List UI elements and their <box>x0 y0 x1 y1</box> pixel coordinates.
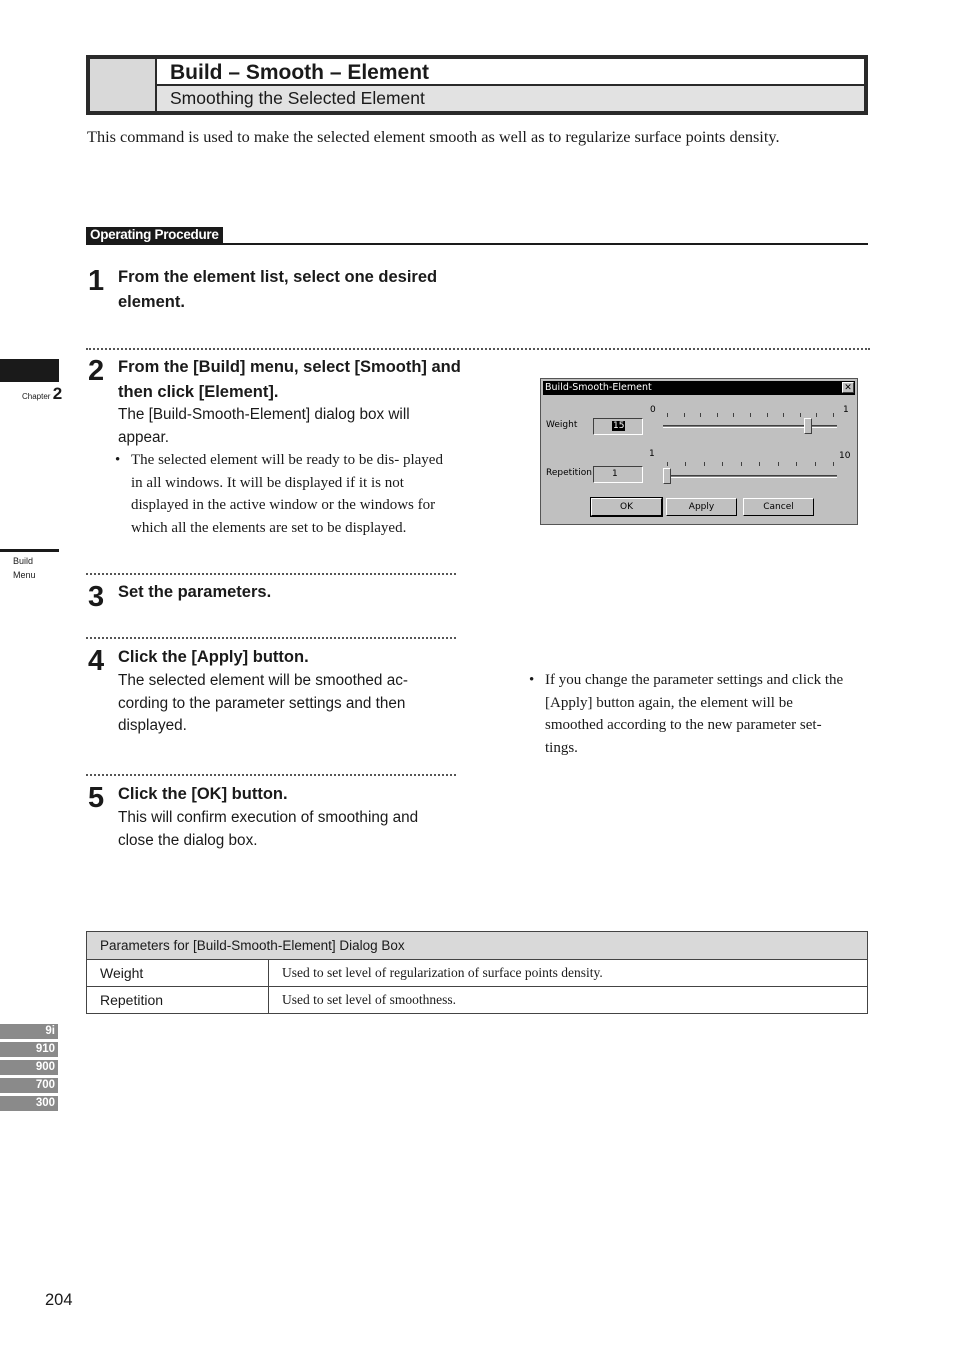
table-row <box>87 987 868 1014</box>
table-header: Parameters for [Build-Smooth-Element] Dialog Box <box>87 932 868 960</box>
table-header-row <box>87 932 868 960</box>
step-2-bullet <box>115 449 453 561</box>
chapter-number: 2 <box>52 384 63 403</box>
weight-max-label: 1 <box>843 405 849 415</box>
repetition-field[interactable]: 1 <box>593 466 643 483</box>
param-description: Used to set level of regularization of surface points density. <box>269 960 868 987</box>
step-5-body: This will confirm execution of smoothing and close the dialog box. <box>118 809 419 849</box>
step-5-number: 5 <box>88 782 105 814</box>
repetition-slider-thumb[interactable] <box>663 468 671 484</box>
header-marker <box>90 59 157 111</box>
step-4-number: 4 <box>88 645 105 677</box>
step-4-side-bullet <box>529 669 847 761</box>
slider-tick <box>815 462 816 466</box>
bullet-dot: • <box>115 452 121 468</box>
slider-tick <box>816 413 817 417</box>
chapter-tab <box>0 359 59 382</box>
cancel-button[interactable]: Cancel <box>743 498 814 516</box>
repetition-slider-track[interactable] <box>663 475 837 478</box>
chapter-word: Chapter <box>22 392 51 401</box>
build-smooth-element-dialog <box>540 378 858 525</box>
divider <box>86 774 456 776</box>
slider-tick <box>741 462 742 466</box>
bullet-text: The selected element will be ready to be dis- played in all windows. It will be displayed if it is not displayed in the active window or the windows for which all the elements are set to be displayed. <box>131 452 443 536</box>
step-2-number: 2 <box>88 355 105 387</box>
divider <box>86 637 456 639</box>
step-4-title: Click the [Apply] button. <box>118 648 309 666</box>
slider-tick <box>667 413 668 417</box>
section-header <box>86 55 868 115</box>
version-tab: 300 <box>0 1096 58 1111</box>
bullet-dot: • <box>529 672 535 688</box>
step-2-body: The [Build-Smooth-Element] dialog box will appear. <box>118 406 410 446</box>
step-5-title: Click the [OK] button. <box>118 785 288 803</box>
step-4-body: The selected element will be smoothed ac- cording to the parameter settings and then displayed. <box>118 672 408 734</box>
section-tab-label <box>13 554 36 582</box>
repetition-min-label: 1 <box>649 449 655 459</box>
step-1-title: From the element list, select one desired element. <box>118 268 438 311</box>
slider-tick <box>667 462 668 466</box>
slider-tick <box>767 413 768 417</box>
page-subtitle: Smoothing the Selected Element <box>157 86 864 111</box>
slider-tick <box>685 462 686 466</box>
version-tab: 900 <box>0 1060 58 1075</box>
operating-procedure-rule <box>86 227 868 245</box>
step-3-number: 3 <box>88 581 105 613</box>
dialog-title: Build-Smooth-Element <box>543 381 855 395</box>
slider-tick <box>833 413 834 417</box>
section-tab-rule <box>0 549 59 552</box>
weight-value: 15 <box>613 421 625 431</box>
section-tab-line1: Build <box>13 556 34 566</box>
chapter-label <box>22 384 62 404</box>
section-tab-line2: Menu <box>13 570 36 580</box>
slider-tick <box>796 462 797 466</box>
bullet-text: If you change the parameter settings and click the [Apply] button again, the element will be smoothed according to the new parameter set- tings. <box>545 672 844 756</box>
slider-tick <box>778 462 779 466</box>
version-tab: 700 <box>0 1078 58 1093</box>
step-3-title: Set the parameters. <box>118 583 272 601</box>
weight-slider-thumb[interactable] <box>804 418 812 434</box>
slider-tick <box>722 462 723 466</box>
step-2-title: From the [Build] menu, select [Smooth] and then click [Element]. <box>118 358 461 401</box>
version-tab: 910 <box>0 1042 58 1057</box>
intro-paragraph: This command is used to make the selected element smooth as well as to regularize surface points density. <box>87 127 780 146</box>
version-tab: 9i <box>0 1024 58 1039</box>
table-row <box>87 960 868 987</box>
slider-tick <box>684 413 685 417</box>
step-1-number: 1 <box>88 265 105 297</box>
slider-tick <box>783 413 784 417</box>
param-description: Used to set level of smoothness. <box>269 987 868 1014</box>
apply-button[interactable]: Apply <box>666 498 737 516</box>
weight-label: Weight <box>546 420 578 430</box>
param-name: Repetition <box>87 987 269 1014</box>
slider-tick <box>750 413 751 417</box>
page-title: Build – Smooth – Element <box>157 59 864 86</box>
slider-tick <box>759 462 760 466</box>
slider-tick <box>800 413 801 417</box>
repetition-max-label: 10 <box>839 451 851 461</box>
page-number: 204 <box>45 1291 73 1309</box>
operating-procedure-label: Operating Procedure <box>86 227 223 243</box>
close-icon[interactable]: ✕ <box>842 382 854 393</box>
divider <box>86 573 456 575</box>
weight-field[interactable] <box>593 418 643 435</box>
param-name: Weight <box>87 960 269 987</box>
slider-tick <box>733 413 734 417</box>
repetition-label: Repetition <box>546 468 592 478</box>
divider <box>86 348 870 350</box>
slider-tick <box>700 413 701 417</box>
slider-tick <box>704 462 705 466</box>
parameters-table <box>86 931 868 1014</box>
slider-tick <box>717 413 718 417</box>
ok-button[interactable]: OK <box>591 498 662 516</box>
weight-min-label: 0 <box>650 405 656 415</box>
slider-tick <box>833 462 834 466</box>
